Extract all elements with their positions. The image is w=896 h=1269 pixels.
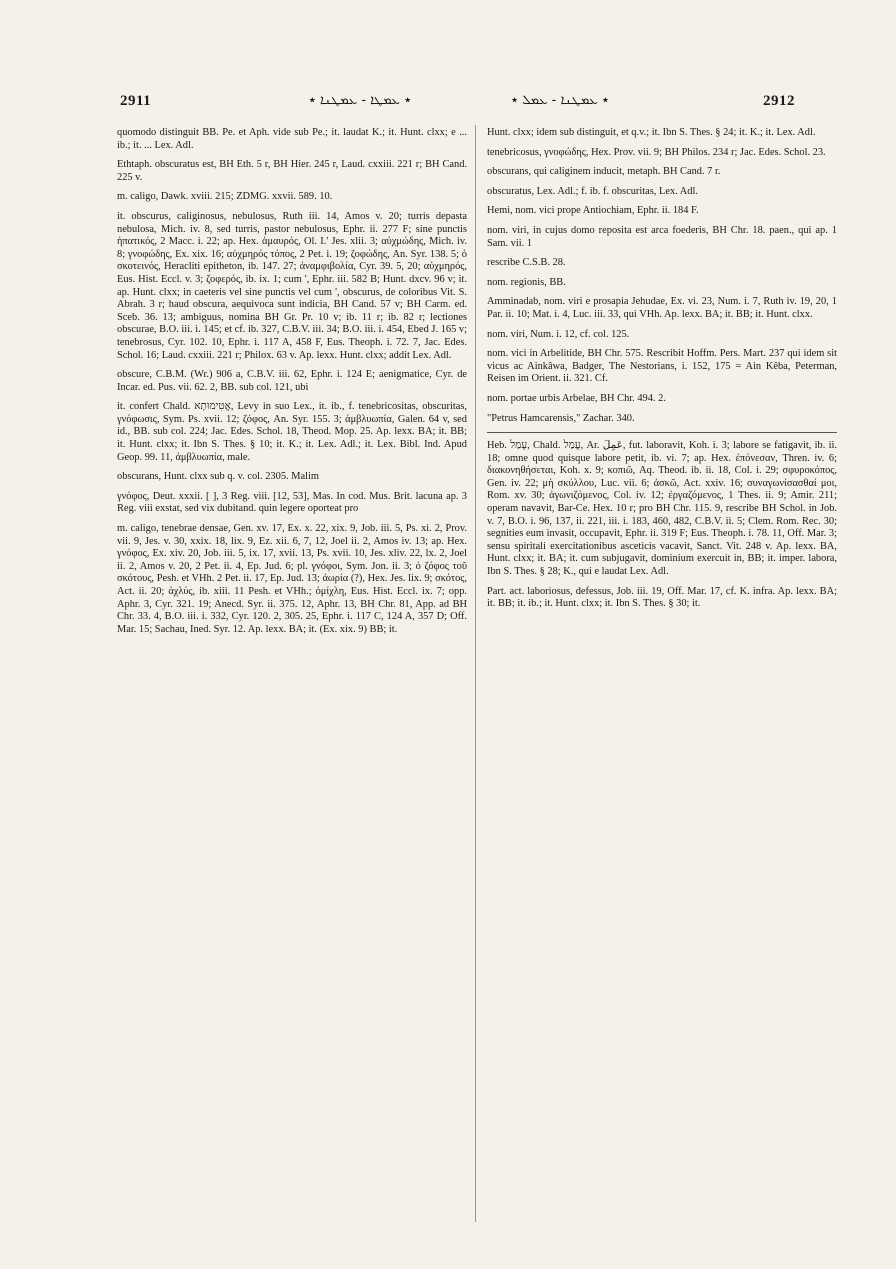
dictionary-entry: Amminadab, nom. viri e prosapia Jehudae, Ex. vi. 23, Num. i. 7, Ruth iv. 19, 20, 1 Par. ii. 10; Mat. i. 4, Luc. iii. 33, qui VHh. Ap. lexx. BA; it. BB; it. Hunt. clxx.	[487, 296, 837, 320]
right-column	[487, 127, 837, 618]
dictionary-entry: Ethtaph. obscuratus est, BH Eth. 5 r, BH Hier. 245 r, Laud. cxxiii. 221 r; BH Cand. 225 v.	[117, 159, 467, 183]
dictionary-entry: γνόφος, Deut. xxxii. [ ], 3 Reg. viii. [12, 53], Mas. In cod. Mus. Brit. lacuna ap. 3 Reg. viii exstat, sed vix dubitand. quin legere oporteat pro	[117, 490, 467, 515]
dictionary-entry: Hemi, nom. vici prope Antiochiam, Ephr. ii. 184 F.	[487, 205, 699, 217]
dictionary-entry: "Petrus Hamcarensis," Zachar. 340.	[487, 412, 635, 424]
dictionary-entry: obscurans, Hunt. clxx sub q. v. col. 2305. Malim	[117, 471, 319, 483]
dictionary-entry: Part. act. laboriosus, defessus, Job. iii. 19, Off. Mar. 17, cf. K. infra. Ap. lexx. BA; it. BB; it. ib.; it. Hunt. clxx; it. Ibn S. Thes. § 30; it.	[487, 585, 837, 610]
dictionary-entry: nom. regionis, BB.	[487, 276, 566, 288]
section-rule	[487, 432, 837, 433]
dictionary-entry: nom. vici in Arbelitide, BH Chr. 575. Rescribit Hoffm. Pers. Mart. 237 qui idem sit vicus ac Ainkâwa, Badger, The Nestorians, i. 152, 175 = Ain Kêba, Peterman, Reisen im Orient. ii. 321. Cf.	[487, 348, 837, 385]
page-number-left: 2911	[120, 93, 152, 109]
left-column	[117, 127, 467, 643]
dictionary-entry: m. caligo, Dawk. xviii. 215; ZDMG. xxvii. 589. 10.	[117, 191, 333, 203]
dictionary-entry: tenebricosus, γνοφώδης, Hex. Prov. vii. 9; BH Philos. 234 r; Jac. Edes. Schol. 23.	[487, 146, 826, 158]
running-head-left: ٭ ܥܡܛܐ - ܥܡܛܢܐ ٭	[308, 93, 412, 108]
dictionary-entry: Hunt. clxx; idem sub distinguit, et q.v.; it. Ibn S. Thes. § 24; it. K.; it. Lex. Adl.	[487, 127, 816, 138]
dictionary-entry: it. obscurus, caliginosus, nebulosus, Ruth iii. 14, Amos v. 20; turris depasta nebulosa, Mich. iv. 8, sed turris, pastor nebulosus, Ephr. ii. 277 F; sine punctis ἠπατικός, 2 Macc. i. 22; ap. Hex. ἀμαυρός, Ol. I.' Jes. xlii. 3; αὐχμώδης, Mich. iv. 8; γνοφώδης, Ex. xix. 16; αὐχμηρός τόπος, 2 Pet. i. 19; ζοφώδης, An. Syr. 138. 5; ὁ σκοτεινός, Heracliti epitheton, ib. 147. 27; ἀναμφιβολία, Cyr. 39. 5, 20; αὐχμηρός, Eus. Hist. Eccl. v. 3; ζοφερός, ib. ix. 1; cum ', Ephr. iii. 582 B; Hunt. dxcv. 96 v; it. ap. Hunt. clxx; in caeteris vel sine punctis vel cum ', obscurus, de coloribus Vit. S. Abrah. 3 r; haud obscura, aequivoca sunt indicia, BH Cand. 57 v; BH Carm. ed. Sceb. 36. 13; ambiguus, nomina BH Gr. Pr. 10 v; ib. 11 r; ib. 82 r; lectiones obscurae, B.O. iii. i. 145; et cf. ib. 327, C.B.V. iii. 34; B.O. iii. i. 454, Ebed J. 165 v; tenebrosus, Cyr. 102. 10, Ephr. i. 117 A, 458 F, Eus. Theoph. i. 72. 7, Jac. Edes. Schol. 16; Laud. cxxiii. 221 r; Philox. 63 v. Ap. lexx. Hunt. clxx; addit Lex. Adl.	[117, 210, 467, 361]
dictionary-entry: obscuratus, Lex. Adl.; f. ib. f. obscuritas, Lex. Adl.	[487, 185, 698, 197]
dictionary-entry: it. confert Chald. אֲטִימוּתָא, Levy in suo Lex., it. ib., f. tenebricositas, obscuritas, γνόφωσις, Sym. Ps. xvii. 12; ζόφος, An. Syr. 155. 3; ἀμβλυωπία, Galen. 64 v, sed id., BB. sub col. 224; Jac. Edes. Schol. 18, Theod. Mop. 25. Ap. lexx. BA; it. BB; it. Hunt. clxx; it. Ibn S. Thes. § 10; it. K.; it. Lex. Adl.; it. Lex. Bibl. Ind. Apud Geop. 99. 11, ἀμβλυωπία, male.	[117, 401, 467, 463]
page-number-right: 2912	[763, 93, 795, 109]
page-header	[120, 93, 795, 115]
dictionary-entry: Heb. עָמַל, Chald. עֲמַל, Ar. عَمِلَ, fut. laboravit, Koh. i. 3; labore se fatigavit, ib. ii. 18; omne quod quisque labore petit, ib. vi. 7; ap. Hex. ἐπόνεσαν, Thren. iv. 6; διακονηθήσεται, Koh. x. 9; κοπιῶ, Aq. Theod. ib. ii. 18, Col. i. 29; σφυροκόπος, Gen. iv. 22; μὴ σκύλλου, Luc. vii. 6; ἀσκῶ, Act. xxiv. 16; συναγωνίσασθαί μοι, Rom. xv. 30; ἀγωνιζόμενος, Col. iv. 12; ἐργαζόμενος, 1 Thes. ii. 9; Amir. 211; operam navavit, Bar-Ce. Hex. 10 r; pro BH Chr. 115. 9, rescribe BH Schol. in Job. v. 7, B.O. i. 96, 137, ii. 221, iii. i. 183, 460, 482, C.B.V. ii. 5; Clem. Rom. Rec. 30; segnities eum invasit, occupavit, Ephr. ii. 319 F; Eus. Theoph. i. 78. 11, Off. Mar. 3; sensu spiritali exercitationibus asceticis vacavit, Sanct. Vit. 248 v. Ap. lexx. BA, Hunt. clxx; it. BA; it. cum subjugavit, dominium exercuit in, BB; it. imper. labora, Ibn S. Thes. § 28; K., qui e laudat Lex. Adl.	[487, 440, 837, 578]
column-divider	[475, 125, 476, 1222]
dictionary-entry: nom. viri, Num. i. 12, cf. col. 125.	[487, 328, 630, 340]
dictionary-entry: nom. portae urbis Arbelae, BH Chr. 494. 2.	[487, 392, 666, 404]
running-head-right: ٭ ܥܡܛܢܐ - ܥܡܠ ٭	[511, 93, 609, 108]
dictionary-entry: rescribe C.S.B. 28.	[487, 257, 566, 269]
dictionary-entry: obscure, C.B.M. (Wr.) 906 a, C.B.V. iii. 62, Ephr. i. 124 E; aenigmatice, Cyr. de Incar. ed. Pus. vii. 62. 2, BB. sub col. 121, ubi	[117, 369, 467, 393]
dictionary-entry: obscurans, qui caliginem inducit, metaph. BH Cand. 7 r.	[487, 166, 721, 178]
dictionary-entry: nom. viri, in cujus domo reposita est arca foederis, BH Chr. 18. paen., qui ap. 1 Sam. vii. 1	[487, 224, 837, 249]
dictionary-entry: quomodo distinguit BB. Pe. et Aph. vide sub Pe.; it. laudat K.; it. Hunt. clxx; e ... ib.; it. ... Lex. Adl.	[117, 127, 467, 151]
dictionary-entry: m. caligo, tenebrae densae, Gen. xv. 17, Ex. x. 22, xix. 9, Job. iii. 5, Ps. xi. 2, Prov. vii. 9, Jes. v. 30, xxix. 18, lix. 9, Ez. xii. 6, 7, 12, Joel ii. 2, Amos iv. 13; ap. Hex. γνόφος, Ex. xiv. 20, Job. iii. 5, ix. 17, xvii. 13, Ps. xvii. 10, Jes. xliv. 22, lx. 2, Joel ii. 2, Amos v. 20, 2 Pet. ii. 4, Ep. Jud. 6; pl. γνόφοι, Sym. Jon. ii. 3; ὁ ζόφος τοῦ σκότους, Pesh. et VHh. 2 Pet. ii. 17, Ep. Jud. 13; ἀωρία (?), Hex. Jes. lix. 9; σκότος, Act. ii. 20; ἀχλύς, ib. xiii. 11 Pesh. et VHh.; ὁμίχλη, Eus. Hist. Eccl. ix. 7; opp. Aphr. 3, Cyr. 321. 19; Anecd. Syr. ii. 375. 12, Aphr. 13, BH Chr. 81, App. ad BH Chr. 33. 4, B.O. iii. i. 332, Cyr. 120. 2, 305. 25, Ephr. i. 117 C, 124 A, 357 D; Off. Mar. 15; Sachau, Ined. Syr. 12. Ap. lexx. BA; it. (Ex. xix. 9) BB; it.	[117, 523, 467, 635]
